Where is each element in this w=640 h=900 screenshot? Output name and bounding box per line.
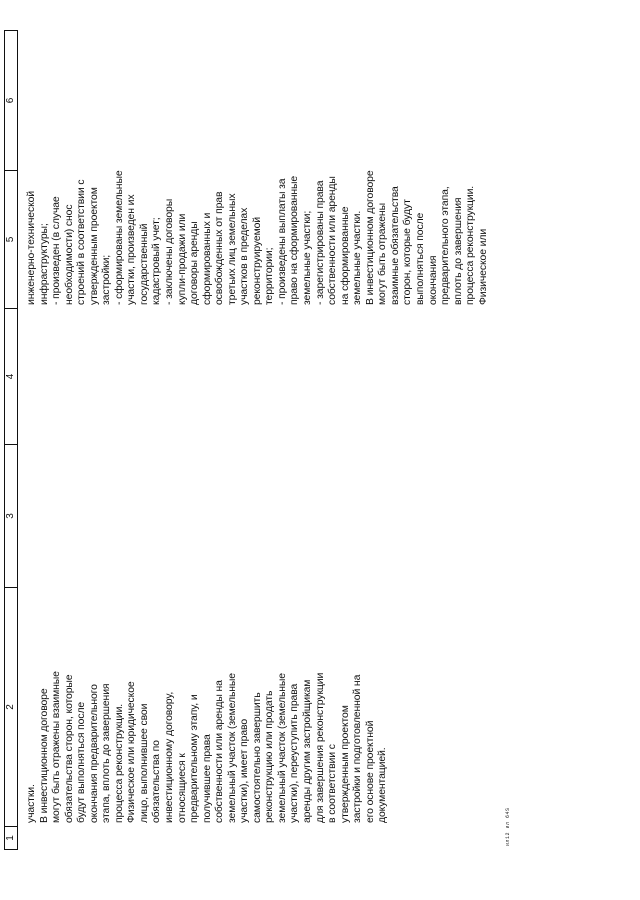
column-5-text-line: - зарегистрированы права [314,180,326,305]
footer-mark: ил12 ил 64S [505,807,511,846]
header-label-6: 6 [5,97,16,104]
header-label-1: 1 [5,835,16,841]
column-5-text-line: - заключены договоры [164,198,176,305]
column-5-text-line: сторон, которые будут [402,199,414,305]
column-2-text-line: в соответствии с [327,744,339,823]
column-2-text-line: лицо, выполнившее свои [138,703,150,823]
column-5-text-line: освобожденных от прав [214,191,226,305]
column-2-text-line: аренды другим застройщикам [302,679,314,823]
column-5-text-line: купли-продажи или [176,213,188,305]
column-2-text-line: документацией. [377,747,389,823]
header-label-3: 3 [5,513,16,519]
column-5-text-line: договоры аренды [189,221,201,305]
column-2-text-line: этапа, вплоть до завершения [101,683,113,823]
column-2-text-line: участки), переуступить права [289,683,301,823]
column-5-text-line: - сформированы земельные [113,170,125,305]
header-label-4: 4 [5,373,16,380]
column-2-text-line: реконструкцию или продать [264,690,276,823]
column-5-text-line: утвержденным проектом [88,187,100,305]
rotated-page [0,30,530,850]
column-5-text-line: кадастровый учет; [151,217,163,305]
column-2-text-line: будут выполняться после [76,701,88,823]
column-2-text-line: обязательства сторон, которые [63,674,75,823]
column-5-text-line: реконструируемой [251,217,263,305]
header-label-2: 2 [5,704,16,710]
column-5-text-line: строений в соответствии с [76,179,88,305]
column-5-text [26,170,490,305]
column-2-text-line: собственности или аренды на [214,680,226,823]
column-5-text-line: на сформированные [339,206,351,305]
column-2-text-line: предварительному этапу, и [189,694,201,823]
header-cell-4 [5,309,17,445]
column-5-text-line: государственный [138,223,150,305]
column-5-text-line: инженерно-технической [26,190,37,305]
column-5-text-line: территории; [264,247,276,305]
column-5-text-line: - произведены выплаты за [276,178,288,305]
column-5-text-line: сформированных и [201,212,213,305]
header-cell-1 [5,827,17,849]
header-cell-2 [5,588,17,827]
table-header-row [4,30,18,850]
column-5-text-line: выполняться после [414,212,426,305]
column-2-text-line: получившее права [201,734,213,823]
column-2-text-line: окончания предварительного [88,684,100,823]
header-cell-6 [5,31,17,171]
column-5-text-line: инфраструктуры; [38,223,50,305]
column-5-text-line: земельные участки; [302,210,314,305]
column-2-text-line: участки), имеет право [239,719,251,823]
column-2-text-line: земельный участок (земельные [226,673,238,823]
column-5-text-line: - произведен (в случае [51,196,63,305]
column-5-text-line: собственности или аренды [327,176,339,305]
column-5-text-line: могут быть отражены [377,203,389,305]
column-5-text-line: процесса реконструкции. [465,185,477,305]
column-2-text-line: земельный участок (земельные [276,673,288,823]
column-5-text-line: участки, произведен их [126,194,138,305]
column-2-text-line: участки. [26,784,37,823]
column-5-text-line: предварительного этапа, [440,186,452,305]
column-2-text-line: его основе проектной [364,720,376,823]
column-5-text-line: окончания [427,255,439,305]
column-2-text-line: для завершения реконструкции [314,672,326,823]
header-cell-5 [5,171,17,309]
column-5-text-line: необходимости) снос [63,204,75,305]
column-5-text-line: участков в пределах [239,207,251,305]
column-5-text-line: право на сформированные [289,175,301,305]
column-2-text-line: застройки и подготовленной на [352,674,364,823]
column-5-text-line: В инвестиционном договоре [364,170,376,305]
column-2-text-line: утвержденным проектом [339,705,351,823]
column-5-text-line: вплоть до завершения [452,197,464,305]
column-2-text-line: Физическое или юридическое [126,681,138,823]
column-2-text-line: инвестиционному договору, [164,691,176,823]
column-5-text-line: земельные участки. [352,210,364,305]
page-content [0,30,530,850]
column-2-text-line: самостоятельно завершить [251,692,263,823]
header-cell-3 [5,445,17,588]
column-5-text-line: взаимные обязательства [389,186,401,305]
column-5-text-line: застройки; [101,254,113,305]
column-2-text-line: могут быть отражены взаимные [51,671,63,823]
column-5-text-line: третьих лиц земельных [226,193,238,305]
column-2-text [26,671,390,823]
column-2-text-line: процесса реконструкции. [113,703,125,823]
column-2-text-line: обязательства по [151,740,163,823]
column-2-text-line: относящиеся к [176,753,188,823]
column-5-text-line: Физическое или [477,228,489,305]
column-2-text-line: В инвестиционном договоре [38,688,50,823]
header-label-5: 5 [5,236,16,243]
